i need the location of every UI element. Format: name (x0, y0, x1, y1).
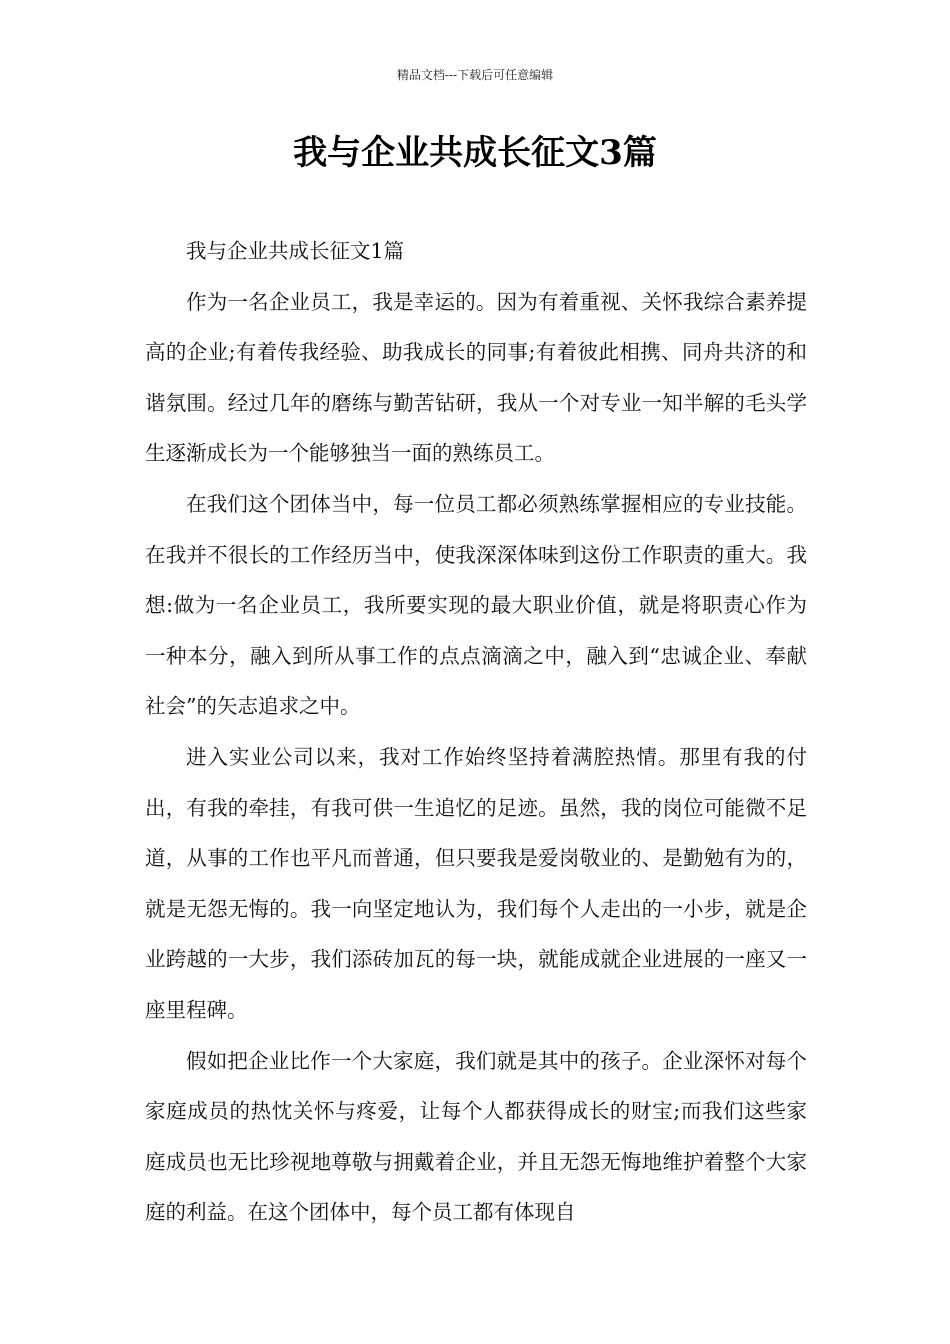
document-title: 我与企业共成长征文3篇 (293, 133, 657, 173)
paragraph: 假如把企业比作一个大家庭，我们就是其中的孩子。企业深怀对每个家庭成员的热忱关怀与疼爱，让每个人都获得成长的财宝;而我们这些家庭成员也无比珍视地尊敬与拥戴着企业，并且无怨无悔地维护着整个大家庭的利益。在这个团体中，每个员工都有体现自 (145, 1048, 807, 1225)
paragraph: 在我们这个团体当中，每一位员工都必须熟练掌握相应的专业技能。在我并不很长的工作经历当中，使我深深体味到这份工作职责的重大。我想:做为一名企业员工，我所要实现的最大职业价值，就是将职责心作为一种本分，融入到所从事工作的点点滴滴之中，融入到“忠诚企业、奉献社会”的矢志追求之中。 (145, 491, 807, 719)
section-heading: 我与企业共成长征文1篇 (186, 239, 405, 263)
paragraph: 作为一名企业员工，我是幸运的。因为有着重视、关怀我综合素养提高的企业;有着传我经验、助我成长的同事;有着彼此相携、同舟共济的和谐氛围。经过几年的磨练与勤苦钻研，我从一个对专业一知半解的毛头学生逐渐成长为一个能够独当一面的熟练员工。 (145, 289, 807, 466)
page-header: 精品文档---下载后可任意编辑 (396, 68, 554, 82)
paragraph: 进入实业公司以来，我对工作始终坚持着满腔热情。那里有我的付出，有我的牵挂，有我可供一生追忆的足迹。虽然，我的岗位可能微不足道，从事的工作也平凡而普通，但只要我是爱岗敬业的、是勤勉有为的，就是无怨无悔的。我一向坚定地认为，我们每个人走出的一小步，就是企业跨越的一大步，我们添砖加瓦的每一块，就能成就企业进展的一座又一座里程碑。 (145, 744, 807, 1022)
document-body (145, 226, 807, 1238)
